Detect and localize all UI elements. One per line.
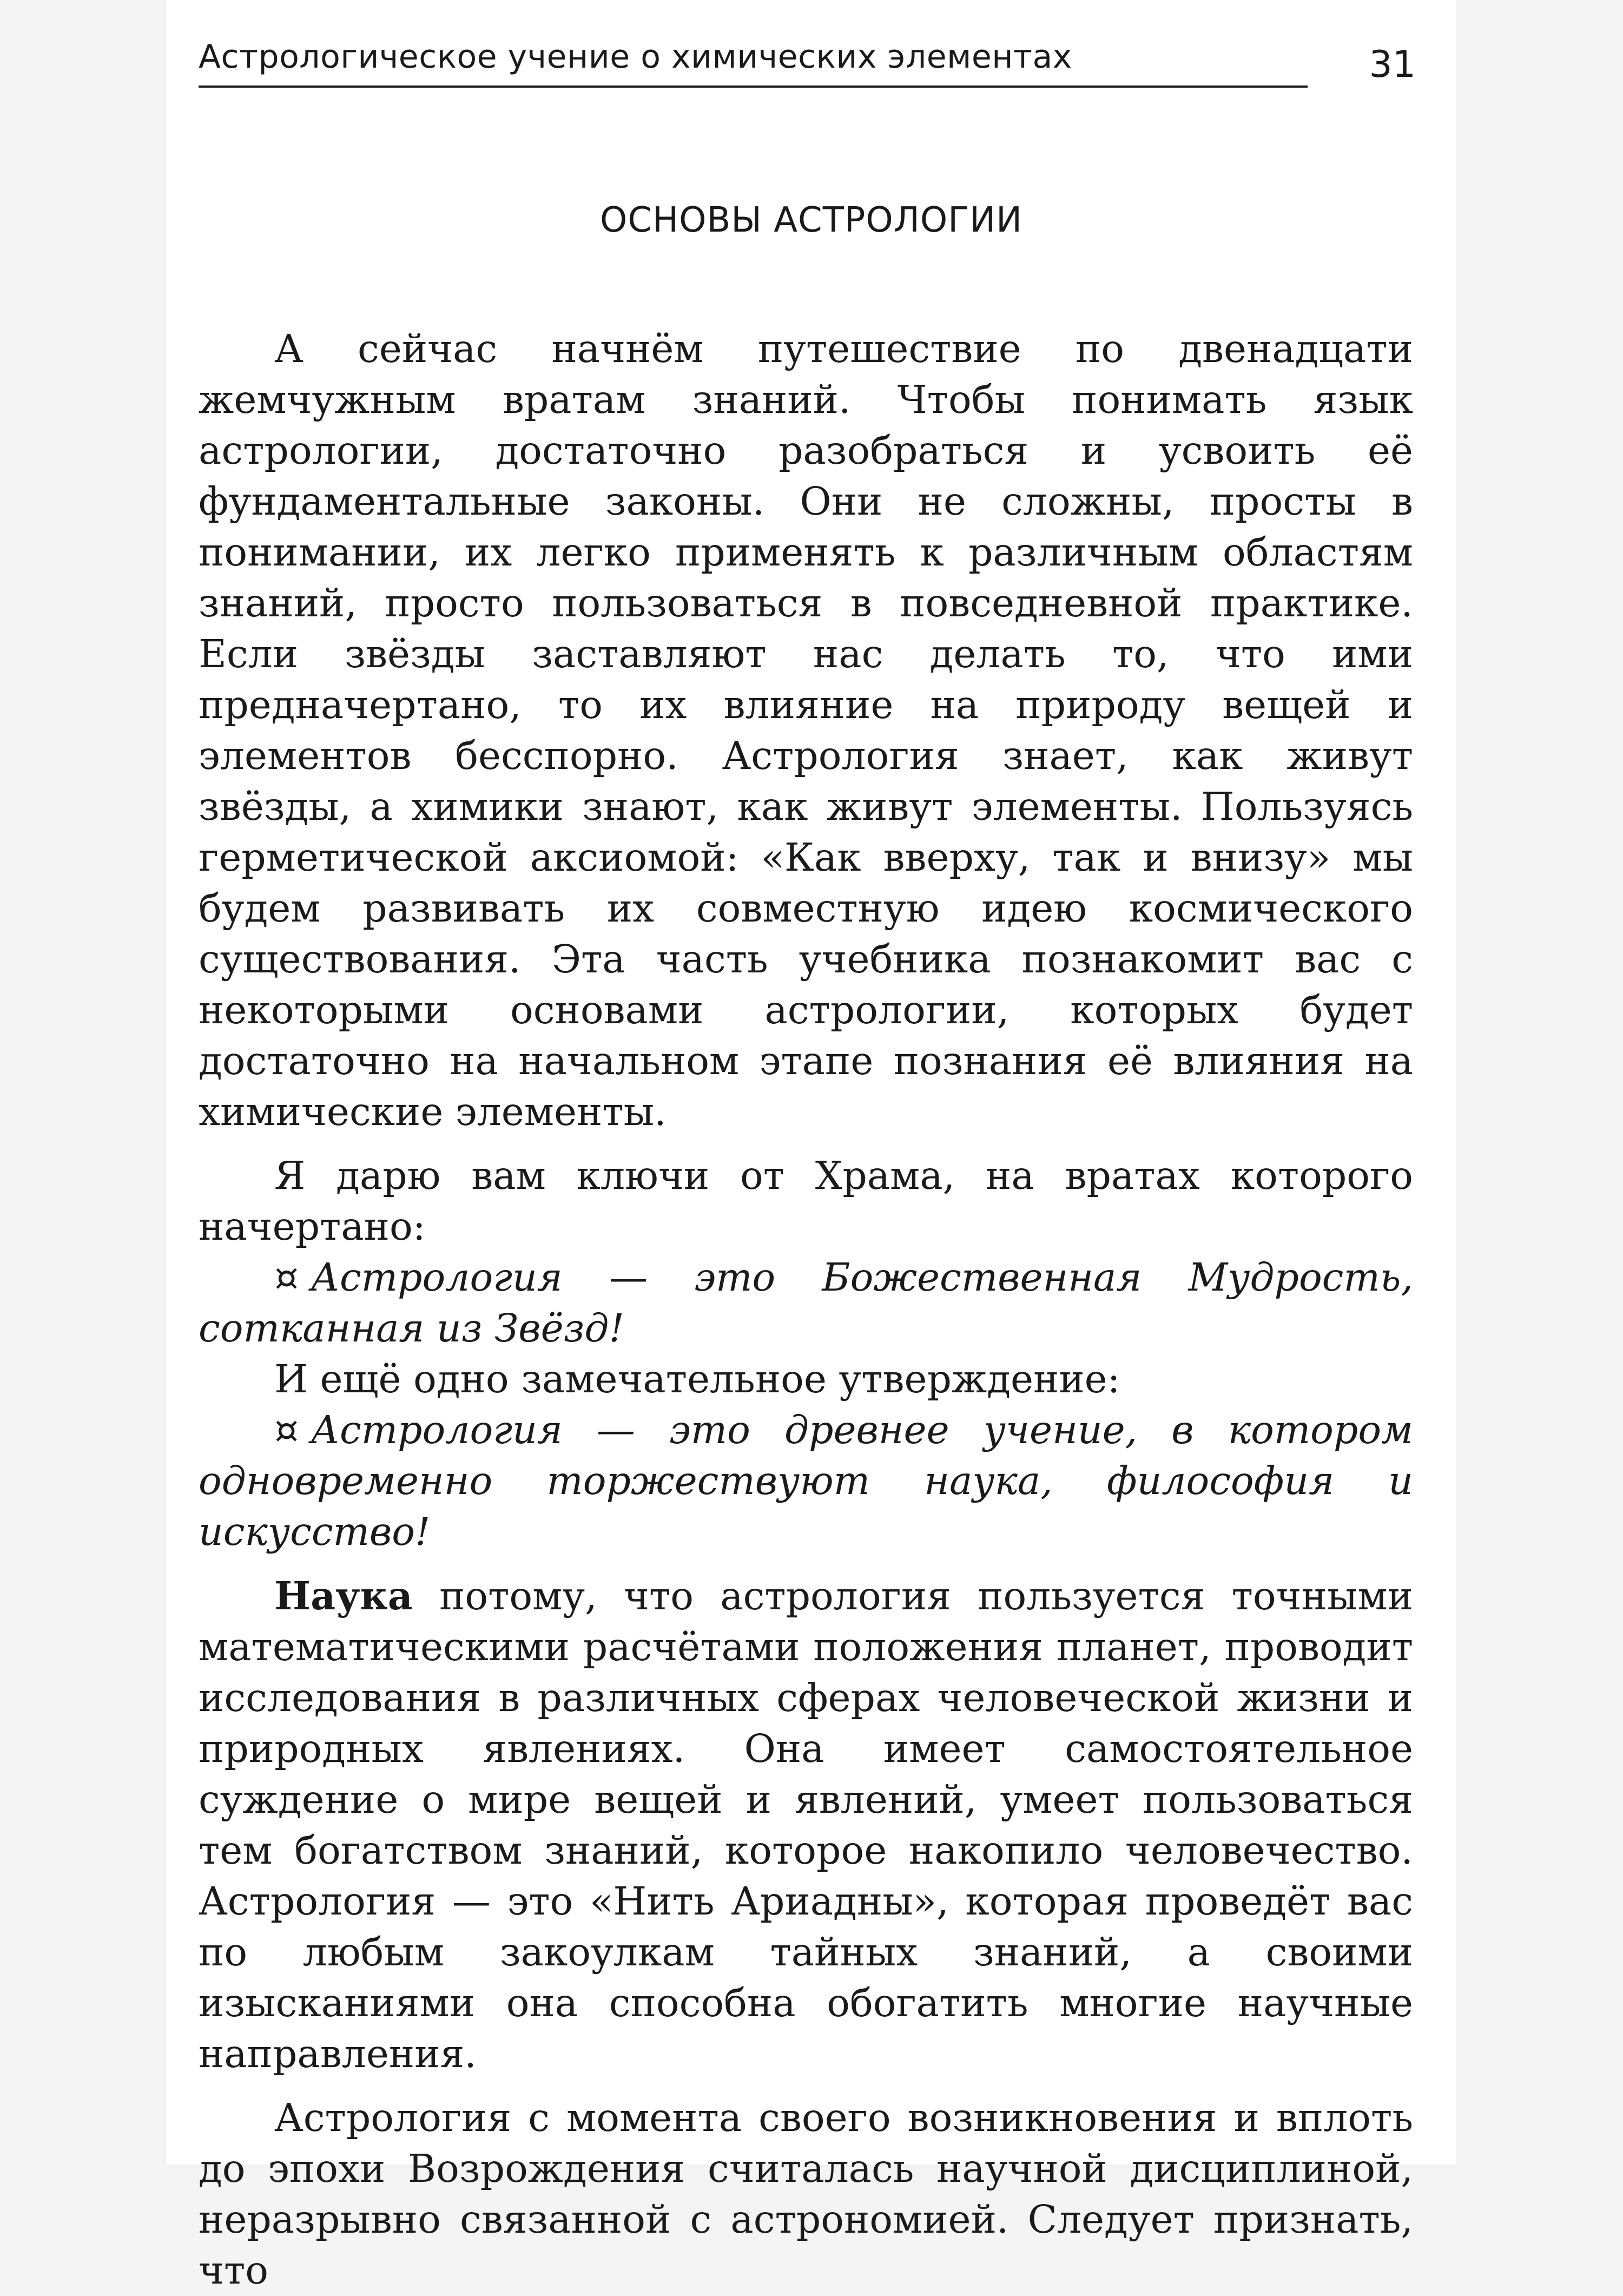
- page-number: 31: [1369, 43, 1416, 86]
- quote-text: Астрология — это Божественная Мудрость, сотканная из Звёзд!: [199, 1255, 1413, 1351]
- quote: [199, 1252, 1413, 1354]
- quote-bullet-icon: ¤: [274, 1255, 299, 1300]
- quote: [199, 1405, 1413, 1557]
- running-header: [199, 38, 1416, 92]
- paragraph: И ещё одно замечательное утверждение:: [274, 1357, 1120, 1402]
- paragraph: [199, 1570, 1413, 2080]
- quote-text: Астрология — это древнее учение, в котором одновременно торжествуют наука, философия и искусство!: [199, 1407, 1413, 1554]
- book-page: [166, 0, 1456, 2293]
- section-title: ОСНОВЫ АСТРОЛОГИИ: [599, 200, 1023, 240]
- header-rule: [199, 85, 1308, 88]
- bold-term: Наука: [274, 1573, 413, 1619]
- paragraph: А сейчас начнём путешествие по двенадцати жемчужным вратам знаний. Чтобы понимать язык астрологии, достаточно разобраться и усвоить её фундаментальные законы. Они не сложны, просты в понимании, их легко применять к различным областям знаний, просто пользоваться в повседневной практике. Если звёзды заставляют нас делать то, что ими предначертано, то их влияние на природу вещей и элементов бесспорно. Астрология знает, как живут звёзды, а химики знают, как живут элементы. Пользуясь герметической аксиомой: «Как вверху, так и внизу» мы будем развивать их совместную идею космического существования. Эта часть учебника познакомит вас с некоторыми основами астрологии, которых будет достаточно на начальном этапе познания её влияния на химические элементы.: [199, 326, 1413, 1134]
- paragraph: Я дарю вам ключи от Храма, на вратах которого начертано:: [199, 1153, 1413, 1249]
- paragraph: Астрология с момента своего возникновения и вплоть до эпохи Возрождения считалась научной дисциплиной, неразрывно связанной с астрономией. Следует признать, что: [199, 2095, 1413, 2293]
- quote-bullet-icon: ¤: [274, 1407, 299, 1452]
- body-text: [199, 324, 1413, 2296]
- paragraph-text: потому, что астрология пользуется точными математическими расчётами положения планет, проводит исследования в различных сферах человеческой жизни и природных явлениях. Она имеет самостоятельное суждение о мире вещей и явлений, умеет пользоваться тем богатством знаний, которое накопило человечество. Астрология — это «Нить Ариадны», которая проведёт вас по любым закоулкам тайных знаний, а своими изысканиями она способна обогатить многие научные направления.: [199, 1574, 1413, 2076]
- running-title: Астрологическое учение о химических элементах: [199, 38, 1072, 76]
